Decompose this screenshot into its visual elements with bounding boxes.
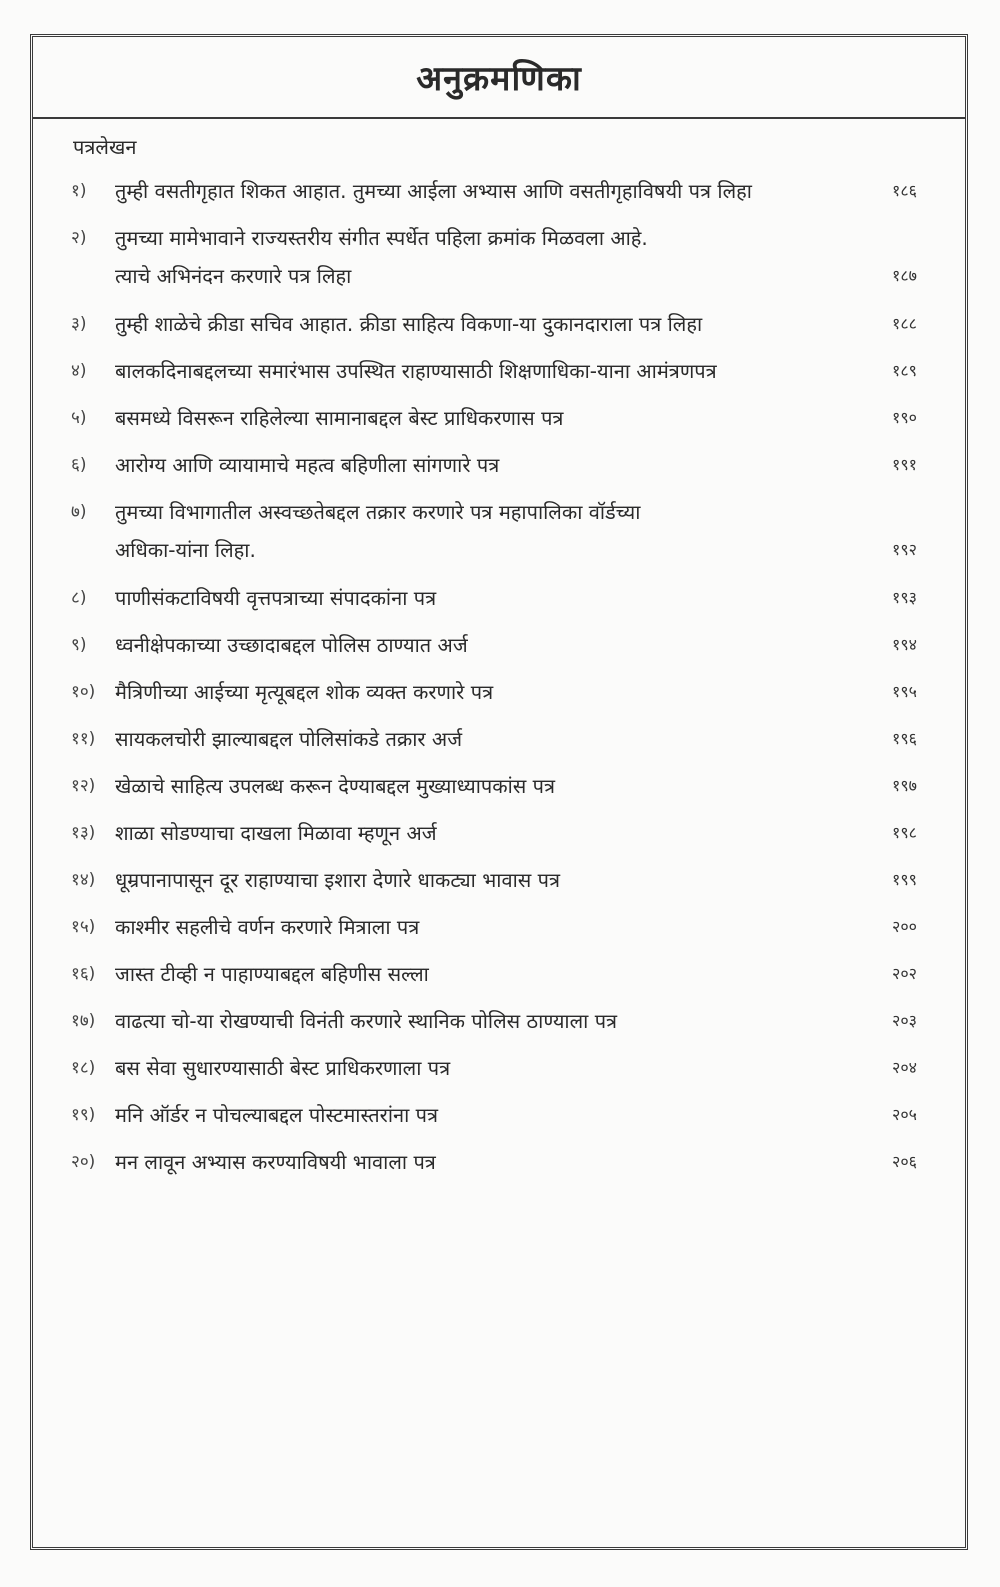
toc-item-number: १६) xyxy=(71,964,96,984)
toc-item-page: २०३ xyxy=(892,1011,917,1030)
toc-item-number: ७) xyxy=(71,502,87,522)
toc-item-page: १९१ xyxy=(892,455,917,474)
toc-item-page: १९३ xyxy=(892,588,917,607)
toc-item-page: १८९ xyxy=(892,361,917,380)
toc-item-page: १९८ xyxy=(892,823,917,842)
toc-item-text: तुमच्या विभागातील अस्वच्छतेबद्दल तक्रार करणारे पत्र महापालिका वॉर्डच्या xyxy=(115,500,641,524)
toc-item-page: १९९ xyxy=(892,870,917,889)
toc-item-page: १८६ xyxy=(892,181,917,200)
toc-item-text: मन लावून अभ्यास करण्याविषयी भावाला पत्र xyxy=(115,1150,436,1174)
toc-item-number: १९) xyxy=(71,1105,96,1125)
toc-item-text: मनि ऑर्डर न पोचल्याबद्दल पोस्टमास्तरांना पत्र xyxy=(115,1103,439,1127)
toc-item-text: बस सेवा सुधारण्यासाठी बेस्ट प्राधिकरणाला पत्र xyxy=(115,1056,451,1080)
toc-item-page: २०२ xyxy=(892,964,917,983)
title-box xyxy=(33,37,965,119)
toc-item-text: पाणीसंकटाविषयी वृत्तपत्राच्या संपादकांना पत्र xyxy=(115,586,437,610)
toc-item-number: ६) xyxy=(71,455,87,475)
toc-item xyxy=(33,352,965,390)
toc-item xyxy=(33,399,965,437)
toc-item-page: १९५ xyxy=(892,682,917,701)
toc-item-number: २०) xyxy=(71,1152,96,1172)
toc-item-text: शाळा सोडण्याचा दाखला मिळावा म्हणून अर्ज xyxy=(115,821,437,845)
toc-item-text: तुम्ही वसतीगृहात शिकत आहात. तुमच्या आईला अभ्यास आणि वसतीगृहाविषयी पत्र लिहा xyxy=(115,179,752,203)
toc-item-page: १९७ xyxy=(892,776,917,795)
toc-item-page: २०४ xyxy=(892,1058,917,1077)
toc-item-text: धूम्रपानापासून दूर राहाण्याचा इशारा देणारे धाकट्या भावास पत्र xyxy=(115,868,561,892)
toc-item-number: १३) xyxy=(71,823,96,843)
toc-item-text: तुम्ही शाळेचे क्रीडा सचिव आहात. क्रीडा साहित्य विकणा-या दुकानदाराला पत्र लिहा xyxy=(115,312,703,336)
page-frame xyxy=(30,34,968,1550)
toc-item-number: ५) xyxy=(71,408,87,428)
toc-item xyxy=(33,1049,965,1087)
toc-item xyxy=(33,861,965,899)
page-title: अनुक्रमणिका xyxy=(416,59,582,99)
toc-item-number: १८) xyxy=(71,1058,96,1078)
toc-item xyxy=(33,1096,965,1134)
toc-item-page: १९६ xyxy=(892,729,917,748)
toc-item xyxy=(33,814,965,852)
toc-item xyxy=(33,955,965,993)
toc-item-number: ४) xyxy=(71,361,87,381)
toc-item-text: अधिका-यांना लिहा. xyxy=(115,538,256,562)
toc-item-page: २०५ xyxy=(892,1105,917,1124)
toc-item xyxy=(33,1143,965,1181)
toc-item-text: सायकलचोरी झाल्याबद्दल पोलिसांकडे तक्रार अर्ज xyxy=(115,727,463,751)
toc-item-number: ९) xyxy=(71,635,87,655)
toc-item xyxy=(33,446,965,484)
toc-item xyxy=(33,673,965,711)
toc-item xyxy=(33,172,965,210)
toc-item-number: १५) xyxy=(71,917,96,937)
toc-item-text: खेळाचे साहित्य उपलब्ध करून देण्याबद्दल मुख्याध्यापकांस पत्र xyxy=(115,774,556,798)
toc-item-text: आरोग्य आणि व्यायामाचे महत्व बहिणीला सांगणारे पत्र xyxy=(115,453,500,477)
toc-item-number: १) xyxy=(71,181,87,201)
section-label: पत्रलेखन xyxy=(73,135,137,159)
toc-item-page: १९४ xyxy=(892,635,917,654)
toc-item-page: १८७ xyxy=(892,266,917,285)
toc-item-number: १४) xyxy=(71,870,96,890)
toc-item-number: १०) xyxy=(71,682,96,702)
toc-item xyxy=(33,579,965,617)
toc-item xyxy=(33,908,965,946)
toc-item-page: १९२ xyxy=(892,540,917,559)
toc-item-page: १८८ xyxy=(892,314,917,333)
toc-item-text: त्याचे अभिनंदन करणारे पत्र लिहा xyxy=(115,264,352,288)
toc-item-text: बालकदिनाबद्दलच्या समारंभास उपस्थित राहाण्यासाठी शिक्षणाधिका-याना आमंत्रणपत्र xyxy=(115,359,717,383)
toc-item xyxy=(33,493,965,569)
toc-item-text: तुमच्या मामेभावाने राज्यस्तरीय संगीत स्पर्धेत पहिला क्रमांक मिळवला आहे. xyxy=(115,226,648,250)
toc-item-number: २) xyxy=(71,228,87,248)
toc-item-text: मैत्रिणीच्या आईच्या मृत्यूबद्दल शोक व्यक्त करणारे पत्र xyxy=(115,680,494,704)
toc-item-page: १९० xyxy=(892,408,917,427)
toc-item-text: जास्त टीव्ही न पाहाण्याबद्दल बहिणीस सल्ला xyxy=(115,962,429,986)
toc-item xyxy=(33,720,965,758)
toc-item-text: ध्वनीक्षेपकाच्या उच्छादाबद्दल पोलिस ठाण्यात अर्ज xyxy=(115,633,468,657)
toc-item xyxy=(33,219,965,295)
toc-item-number: ८) xyxy=(71,588,87,608)
toc-item-number: १२) xyxy=(71,776,96,796)
toc-item-page: २०० xyxy=(892,917,917,936)
toc-list xyxy=(33,172,965,1190)
toc-item xyxy=(33,626,965,664)
toc-item-number: १७) xyxy=(71,1011,96,1031)
toc-item-number: ११) xyxy=(71,729,96,749)
toc-item xyxy=(33,1002,965,1040)
toc-item xyxy=(33,767,965,805)
toc-item-number: ३) xyxy=(71,314,87,334)
toc-item-text: बसमध्ये विसरून राहिलेल्या सामानाबद्दल बेस्ट प्राधिकरणास पत्र xyxy=(115,406,564,430)
toc-item-text: वाढत्या चो-या रोखण्याची विनंती करणारे स्थानिक पोलिस ठाण्याला पत्र xyxy=(115,1009,618,1033)
toc-item xyxy=(33,305,965,343)
toc-item-page: २०६ xyxy=(892,1152,917,1171)
toc-item-text: काश्मीर सहलीचे वर्णन करणारे मित्राला पत्र xyxy=(115,915,420,939)
